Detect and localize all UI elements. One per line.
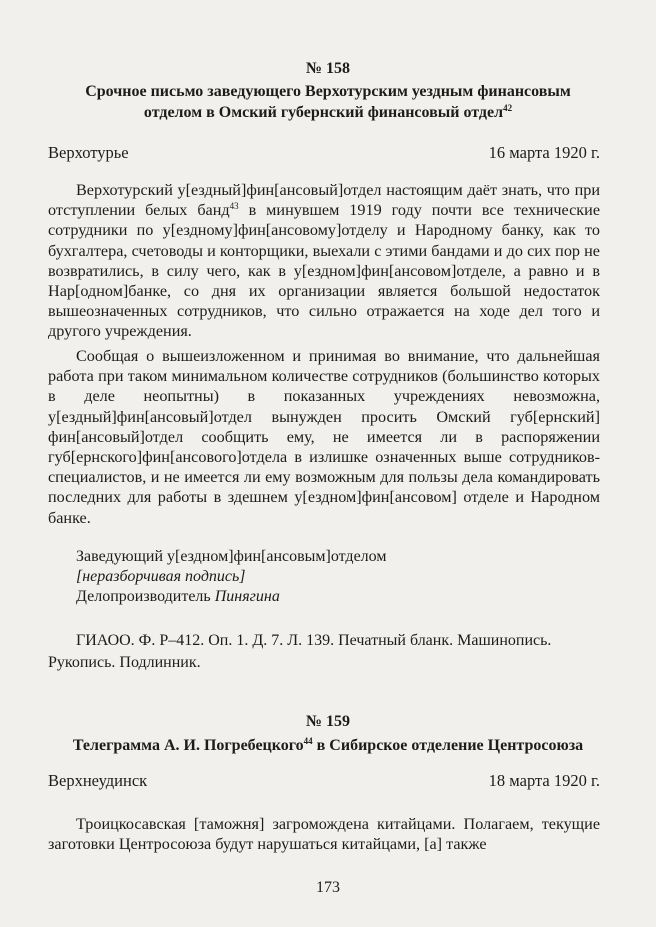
clerk-line [76, 587, 386, 607]
doc-158-date: 16 марта 1920 г. [488, 143, 600, 162]
page-number: 173 [316, 879, 340, 896]
doc-158-signature-block [76, 547, 386, 607]
doc-158-title-line1: Срочное письмо заведующего Верхотурским уездным финансовым [85, 83, 571, 100]
doc-158-paragraph-2: Сообщая о вышеизложенном и принимая во внимание, что дальнейшая работа при таком минимальном количестве сотрудников (большинство которых в деле неопытны) в показанных учреждениях невозможна, у[ездный]фин[ансовый]отдел вынужден просить Омский губ[ернский] фин[ансовый]отдел сообщить ему, не имеется ли в распоряжении губ[ернского]фин[ансового]отдела в излишке означенных выше сотрудников-специалистов, и не имеется ли ему возможным для пользы дела командировать последних для работы в здешнем у[ездном]фин[ансовом] отделе и Народном банке. [48, 347, 600, 527]
doc-158-meta [48, 143, 600, 163]
doc-158-title-line2-text: отделом в Омский губернский финансовый отдел [143, 104, 504, 121]
footnote-ref: 44 [303, 736, 313, 746]
clerk-name: Пинягина [214, 588, 280, 605]
doc-158-number: № 158 [305, 60, 351, 77]
doc-159-place: Верхнеудинск [48, 771, 148, 790]
clerk-title: Делопроизводитель [76, 588, 215, 605]
doc-159-paragraph-1: Троицкосавская [таможня] загромождена китайцами. Полагаем, текущие заготовки Центросоюза будут нарушаться китайцами, [а] также [48, 815, 600, 854]
doc-159-date: 18 марта 1920 г. [488, 771, 600, 790]
footnote-ref: 43 [229, 201, 239, 212]
doc-159-number: № 159 [305, 713, 351, 730]
doc-159-title [40, 735, 616, 756]
signature-note-text: [неразборчивая подпись] [76, 568, 246, 585]
signature-title: Заведующий у[ездном]фин[ансовым]отделом [76, 548, 387, 565]
doc-158-place: Верхотурье [48, 143, 129, 162]
doc-158-paragraph-1-part-b: в минувшем 1919 году почти все технические сотрудники по у[ездному]фин[ансовому]отделу и Народному банку, как то бухгалтера, счетоводы и конторщики, выехали с этими бандами и до сих пор не возвратились, в силу чего, как в у[ездном]фин[ансовом]отделе, а равно и в Нар[одном]банке, со дня их организации является большой недостаток вышеозначенных сотрудников, что сильно отражается на ходе дел того и другого учреждения. [48, 201, 601, 341]
doc-158-archive-reference: ГИАОО. Ф. Р–412. Оп. 1. Д. 7. Л. 139. Печатный бланк. Машинопись. Рукопись. Подлинник. [48, 632, 552, 671]
footnote-ref: 42 [503, 103, 513, 113]
signature-note [76, 567, 386, 587]
doc-158-title-line2 [40, 102, 616, 123]
doc-158-paragraph-1-part-a: Верхотурский у[ездный]фин[ансовый]отдел настоящим даёт знать, что при отступлении белых банд [48, 181, 600, 220]
doc-159-meta [48, 771, 600, 791]
doc-158-title [40, 81, 616, 123]
doc-159-title-part-b: в Сибирское отделение Центросоюза [312, 737, 584, 754]
doc-159-title-part-a: Телеграмма А. И. Погребецкого [72, 737, 304, 754]
doc-158-paragraph-1 [48, 180, 600, 342]
